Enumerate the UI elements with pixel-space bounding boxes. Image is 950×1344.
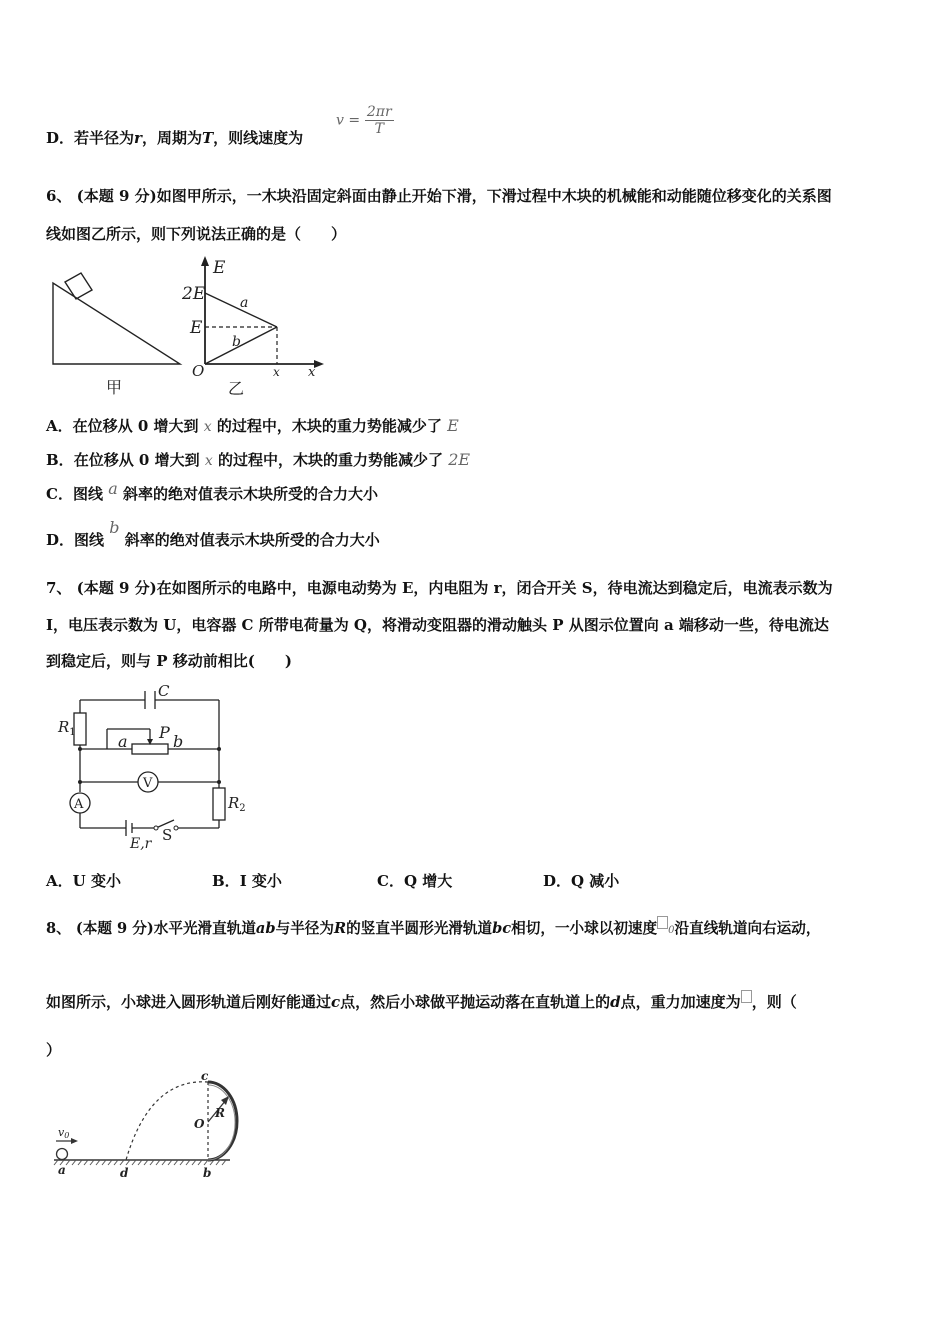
q8-stem-line3: ） [46, 1041, 62, 1059]
v0-arrowhead [71, 1138, 78, 1144]
label-yi: 乙 [228, 379, 245, 398]
q6-option-c: C．图线 a 斜率的绝对值表示木块所受的合力大小 [46, 479, 378, 503]
question-number: 6、 [46, 187, 72, 205]
q6-stem-line2: 线如图乙所示，则下列说法正确的是（ ） [46, 225, 347, 243]
label-c: c [201, 1069, 209, 1083]
block [65, 273, 92, 299]
incline-figure [48, 268, 188, 398]
q6-option-b: B．在位移从 0 增大到 x 的过程中，木块的重力势能减少了 2E [46, 450, 471, 469]
axis-label-x: x [308, 365, 316, 380]
q7-stem-line2: I，电压表示数为 U，电容器 C 所带电荷量为 Q，将滑动变阻器的滑动触头 P 从图示位置向 a 端移动一些，待电流达 [46, 616, 829, 634]
question-number: 8、 [46, 920, 71, 937]
missing-glyph-icon [741, 990, 752, 1003]
label-jia: 甲 [106, 378, 123, 397]
y-axis-arrow [201, 256, 209, 266]
label-d: d [120, 1166, 129, 1180]
q7-stem-line3: 到稳定后，则与 P 移动前相比( ) [46, 652, 292, 670]
q7-option-d: D．Q 减小 [543, 872, 620, 890]
label-O: O [194, 1117, 205, 1131]
ball [57, 1149, 68, 1160]
resistor-r2 [213, 788, 225, 820]
tick-2E: 2E [182, 284, 206, 304]
option-label: D． [46, 129, 75, 147]
incline-triangle [53, 283, 180, 364]
q6-option-a: A．在位移从 0 增大到 x 的过程中，木块的重力势能减少了 E [46, 416, 459, 435]
resistor-r1 [74, 713, 86, 745]
q6-stem-line1: 6、 (本题 9 分)如图甲所示，一木块沿固定斜面由静止开始下滑，下滑过程中木块的机械能和动能随位移变化的关系图 [46, 187, 832, 205]
axis-label-E: E [213, 258, 226, 278]
q7-option-c: C．Q 增大 [377, 872, 453, 890]
label-a: a [58, 1163, 66, 1177]
label-slider-p: P [159, 723, 170, 742]
velocity-formula: v = $\frac{2\pi r}{T}$ [336, 104, 392, 137]
q7-option-a: A．U 变小 [46, 872, 121, 890]
energy-graph [176, 252, 336, 402]
q5-option-d: D．若半径为r，周期为T，则线速度为 [46, 129, 304, 147]
track-figure [50, 1066, 260, 1186]
label-b: b [203, 1166, 212, 1180]
label-cap: C [158, 682, 170, 700]
label-a: a [240, 295, 249, 311]
label-b: b [232, 334, 241, 350]
q7-stem-line1: 7、 (本题 9 分)在如图所示的电路中，电源电动势为 E，内电阻为 r，闭合开关 S，待电流达到稳定后，电流表示数为 [46, 579, 833, 597]
label-slider-a: a [118, 732, 128, 751]
label-r1: $R_1$ [58, 718, 76, 738]
question-number: 7、 [46, 579, 72, 597]
label-source: E,r [130, 836, 152, 852]
q8-stem-line2: 如图所示，小球进入圆形轨道后刚好能通过c点，然后小球做平抛运动落在直轨道上的d点，重力加速度为 ，则（ [46, 990, 797, 1012]
tick-E: E [190, 318, 203, 338]
label-R: R [215, 1106, 225, 1120]
x-axis-arrow [314, 360, 324, 368]
label-voltmeter: V [143, 776, 153, 791]
label-r2: $R_2$ [228, 794, 246, 814]
circuit-figure [52, 680, 252, 852]
origin-O: O [192, 362, 205, 380]
semicircle-track [208, 1082, 237, 1160]
label-ammeter: A [74, 797, 84, 812]
label-slider-b: b [173, 732, 184, 751]
label-switch: S [162, 826, 173, 844]
rheostat [132, 744, 168, 754]
q6-option-d: D．图线 b 斜率的绝对值表示木块所受的合力大小 [46, 518, 380, 549]
q8-stem-line1: 8、 (本题 9 分)水平光滑直轨道ab与半径为R的竖直半圆形光滑轨道bc相切，一小球以初速度 0沿直线轨道向右运动， [46, 916, 820, 941]
tick-x: x [273, 365, 280, 379]
missing-glyph-icon [657, 916, 668, 929]
label-v0: v0 [58, 1126, 70, 1140]
ground-hatch [54, 1160, 226, 1165]
q7-option-b: B．I 变小 [212, 872, 282, 890]
curve-b [205, 327, 277, 364]
